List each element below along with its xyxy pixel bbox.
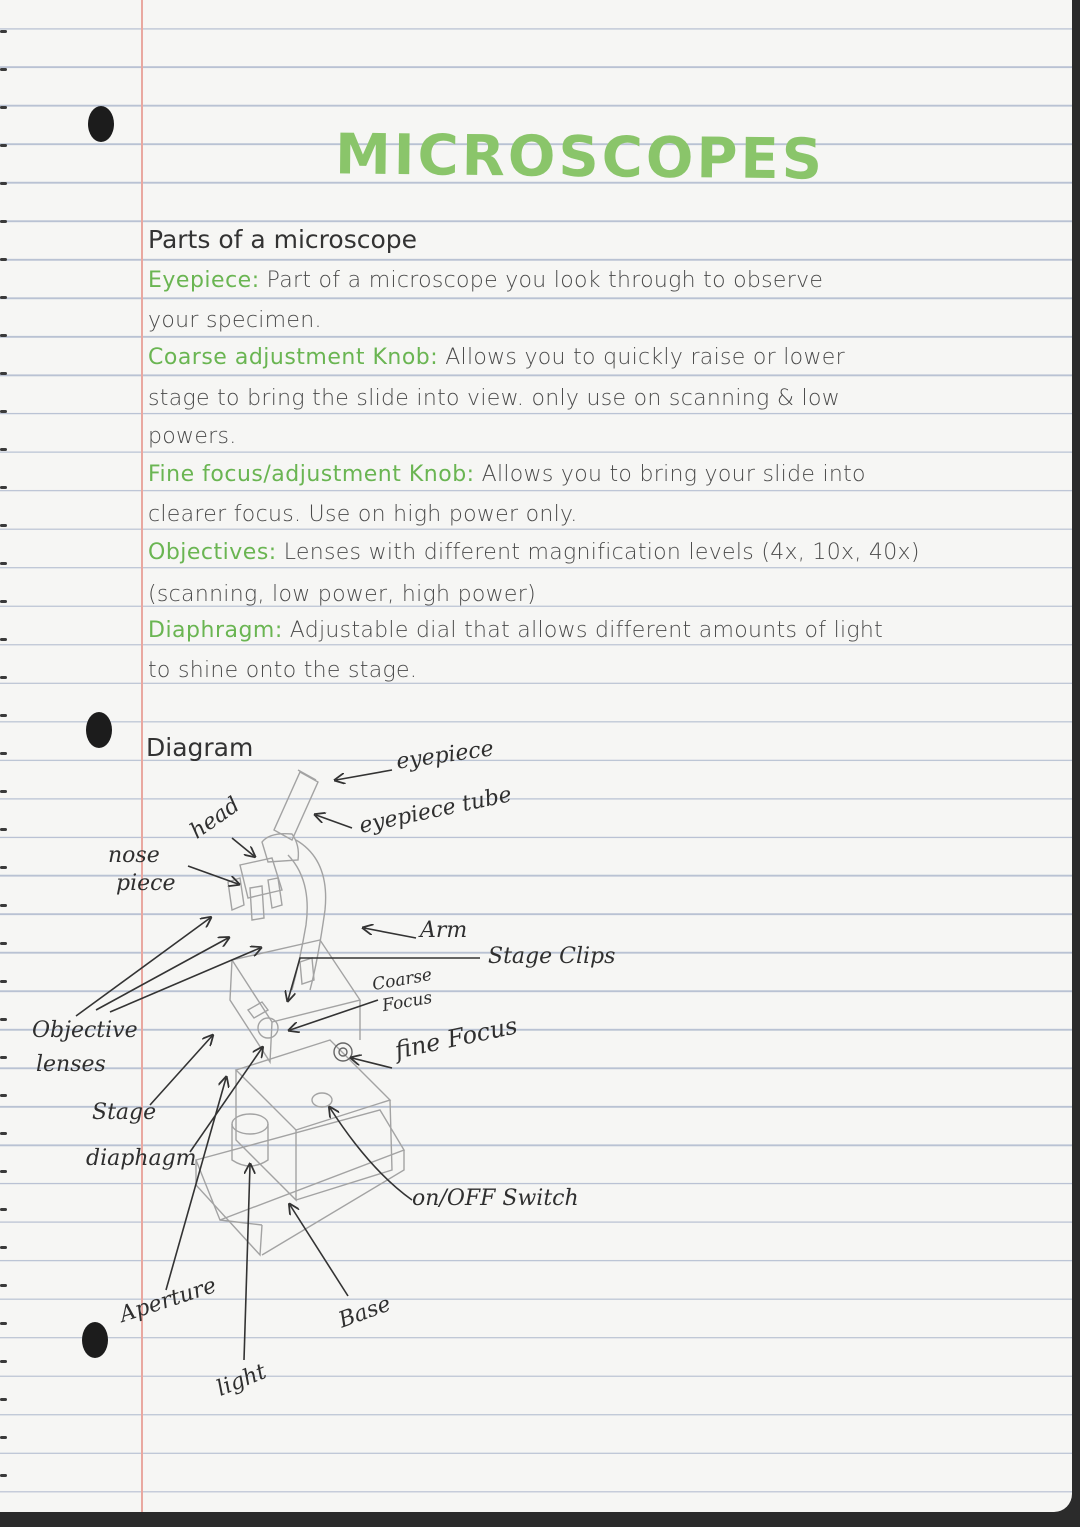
definition-objectives: Objectives: Lenses with different magnification levels (4x, 10x, 40x) [148, 540, 920, 565]
definition-coarse-adjustment: Coarse adjustment Knob: Allows you to quickly raise or lower [148, 345, 845, 370]
page-title: MICROSCOPES [334, 122, 826, 193]
definition-text: stage to bring the slide into view. only use on scanning & low [148, 386, 841, 411]
definition-text: Adjustable dial that allows different amounts of light [289, 618, 884, 643]
definition-term: Fine focus/adjustment Knob [148, 462, 467, 487]
label-objective-lenses: Objective [32, 1018, 138, 1043]
definition-term: Diaphragm [148, 618, 275, 643]
label-fine-focus: fine Focus [392, 1011, 520, 1065]
label-objective-lenses: lenses [36, 1052, 106, 1077]
label-aperture: Aperture [116, 1273, 220, 1328]
label-on-off-switch: on/OFF Switch [412, 1186, 579, 1211]
definition-fine-focus: Fine focus/adjustment Knob: Allows you to bring your slide into [148, 462, 866, 487]
label-stage-clips: Stage Clips [488, 944, 616, 969]
label-stage: Stage [92, 1100, 157, 1125]
label-light: light [213, 1359, 270, 1402]
definition-term: Objectives [148, 540, 269, 565]
label-arm: Arm [420, 918, 468, 943]
definition-text: (scanning, low power, high power) [148, 582, 536, 607]
label-coarse-focus: Coarse [370, 964, 434, 996]
definition-text: clearer focus. Use on high power only. [148, 502, 578, 527]
definition-text: Lenses with different magnification levels (4x, 10x, 40x) [283, 540, 920, 565]
label-base: Base [335, 1291, 395, 1334]
definition-text: Part of a microscope you look through to observe [266, 268, 824, 293]
microscope-sketch [196, 770, 404, 1255]
diagram-heading: Diagram [146, 733, 254, 762]
definition-term: Eyepiece [148, 268, 252, 293]
section-heading: Parts of a microscope [148, 225, 418, 254]
label-diaphragm: diaphagm [86, 1146, 197, 1171]
label-eyepiece: eyepiece [394, 736, 496, 775]
definition-text: powers. [148, 424, 237, 449]
label-nose-piece: nose [108, 843, 160, 868]
label-eyepiece-tube: eyepiece tube [357, 782, 514, 839]
label-head: head [185, 792, 245, 845]
definition-eyepiece: Eyepiece: Part of a microscope you look through to observe [148, 268, 824, 293]
label-coarse-focus: Focus [380, 987, 434, 1017]
label-nose-piece: piece [116, 871, 176, 896]
definition-text: your specimen. [148, 308, 322, 333]
definition-text: Allows you to bring your slide into [481, 462, 866, 487]
definition-term: Coarse adjustment Knob [148, 345, 431, 370]
definition-text: to shine onto the stage. [148, 658, 418, 683]
definition-text: Allows you to quickly raise or lower [445, 345, 845, 370]
definition-diaphragm: Diaphragm: Adjustable dial that allows different amounts of light [148, 618, 884, 643]
